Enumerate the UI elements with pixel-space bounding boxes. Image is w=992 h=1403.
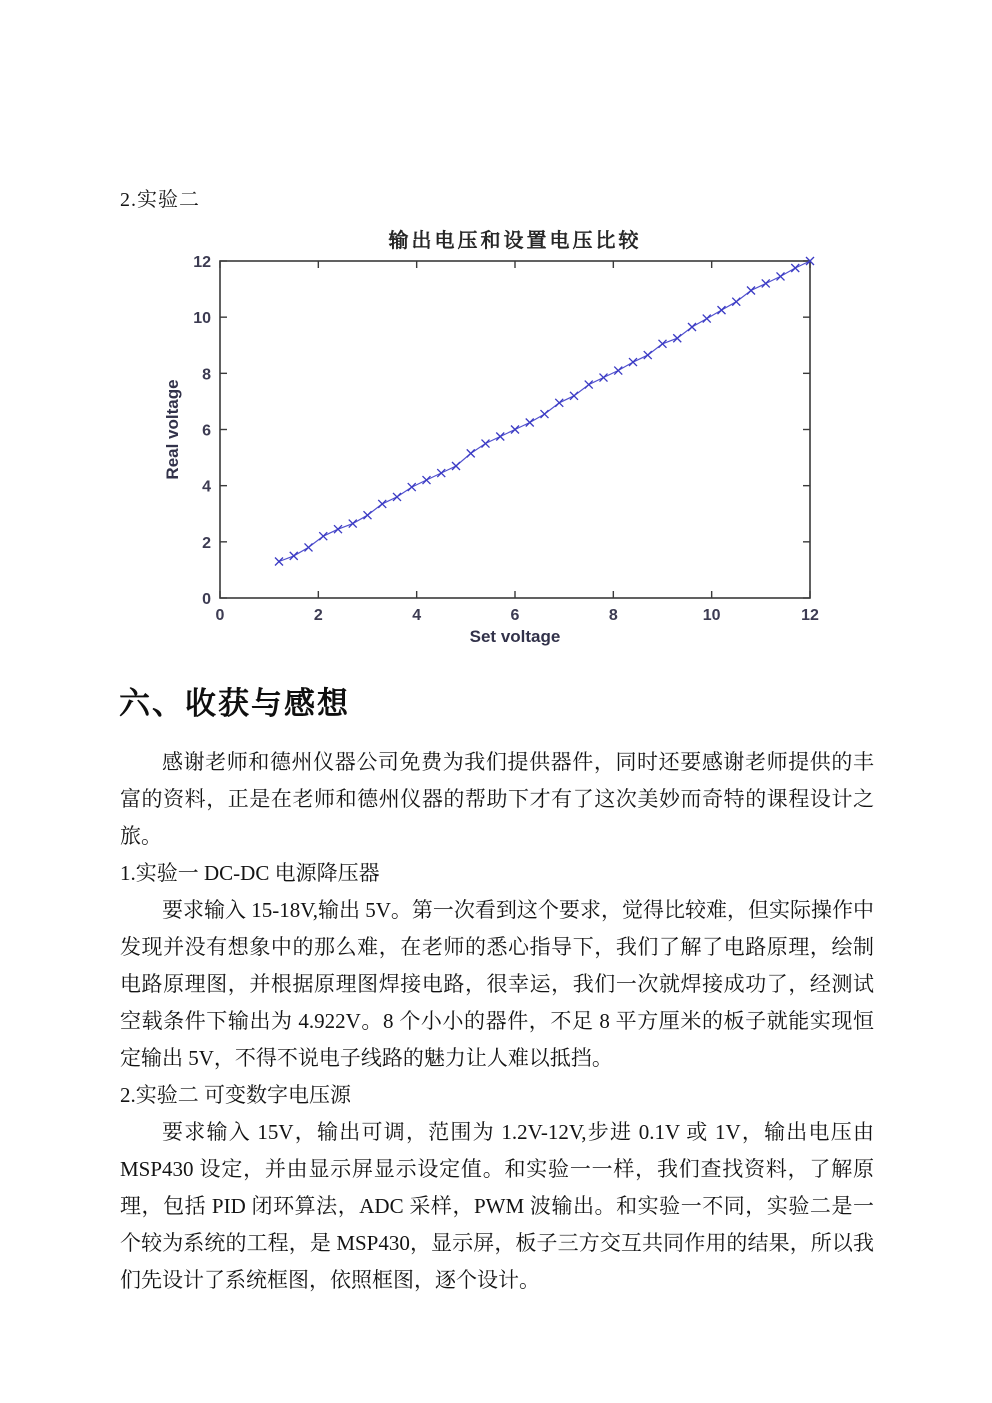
list-item-experiment1: 1.实验一 DC-DC 电源降压器 xyxy=(120,861,380,885)
svg-text:2: 2 xyxy=(313,607,323,624)
body-text xyxy=(120,744,874,1299)
svg-text:Real voltage: Real voltage xyxy=(163,379,182,480)
svg-text:6: 6 xyxy=(202,422,211,440)
paragraph-experiment1: 要求输入 15-18V,输出 5V。第一次看到这个要求，觉得比较难，但实际操作中发现并没有想象中的那么难，在老师的悉心指导下，我们了解了电路原理，绘制电路原理图，并根据原理图焊接电路，很幸运，我们一次就焊接成功了，经测试空载条件下输出为 4.922V。8 个小小的器件，不足 8 平方厘米的板子就能实现恒定输出 5V，不得不说电子线路的魅力让人难以抵挡。 xyxy=(120,898,874,1070)
svg-text:10: 10 xyxy=(193,310,211,328)
svg-text:12: 12 xyxy=(801,607,819,624)
svg-text:0: 0 xyxy=(202,591,211,608)
svg-text:2: 2 xyxy=(202,534,211,552)
paragraph-thanks: 感谢老师和德州仪器公司免费为我们提供器件，同时还要感谢老师提供的丰富的资料，正是在老师和德州仪器的帮助下才有了这次美妙而奇特的课程设计之旅。 xyxy=(120,750,874,848)
svg-text:6: 6 xyxy=(510,607,520,624)
svg-text:12: 12 xyxy=(193,254,211,271)
svg-text:Set voltage: Set voltage xyxy=(469,627,561,646)
voltage-chart-figure xyxy=(155,220,855,650)
voltage-comparison-chart xyxy=(155,220,855,650)
svg-text:输出电压和设置电压比较: 输出电压和设置电压比较 xyxy=(388,230,642,252)
svg-text:0: 0 xyxy=(215,607,225,624)
svg-text:4: 4 xyxy=(412,607,422,624)
list-item-experiment2: 2.实验二 可变数字电压源 xyxy=(120,1083,351,1107)
section-label: 2.实验二 xyxy=(120,189,200,211)
svg-text:8: 8 xyxy=(202,366,211,384)
paragraph-experiment2: 要求输入 15V，输出可调，范围为 1.2V-12V,步进 0.1V 或 1V，输出电压由 MSP430 设定，并由显示屏显示设定值。和实验一一样，我们查找资料，了解原理，包括 PID 闭环算法，ADC 采样，PWM 波输出。和实验一不同，实验二是一个较为系统的工程，是 MSP430，显示屏，板子三方交互共同作用的结果，所以我们先设计了系统框图，依照框图，逐个设计。 xyxy=(120,1120,874,1292)
svg-text:8: 8 xyxy=(608,607,618,624)
svg-text:10: 10 xyxy=(702,607,721,624)
section-heading: 六、收获与感想 xyxy=(119,686,350,721)
svg-text:4: 4 xyxy=(202,478,211,496)
